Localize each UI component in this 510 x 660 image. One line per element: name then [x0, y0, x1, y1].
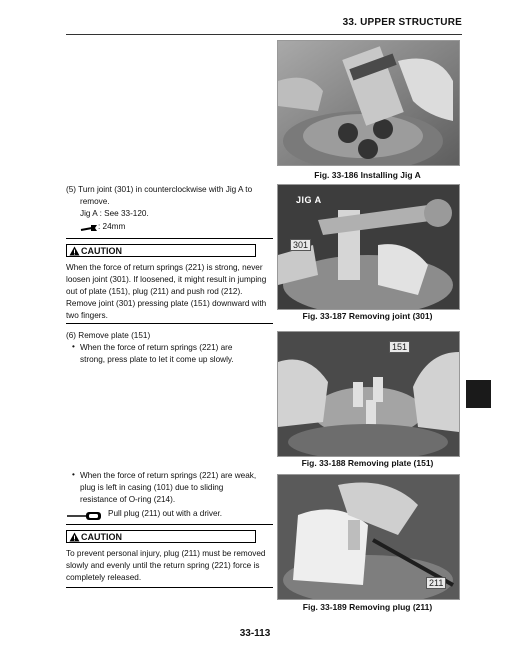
step6-bullet1-line1: When the force of return springs (221) are — [80, 343, 233, 352]
caution2-label: CAUTION — [81, 531, 122, 542]
jig-a-label: JIG A — [296, 195, 322, 205]
caution1-badge — [66, 244, 256, 257]
page-number: 33-113 — [239, 628, 271, 639]
caution2-badge — [66, 530, 256, 543]
figure-186-caption: Fig. 33-186 Installing Jig A — [314, 170, 421, 180]
figure-189-caption: Fig. 33-189 Removing plug (211) — [302, 602, 433, 612]
step6-heading: (6) Remove plate (151) — [66, 331, 151, 340]
caution2-line3: completely released. — [66, 573, 142, 582]
section-side-tab — [466, 380, 491, 408]
step5-line2: remove. — [80, 197, 110, 206]
caution2-line1: To prevent personal injury, plug (211) must be removed — [66, 549, 266, 558]
figure-187-caption: Fig. 33-187 Removing joint (301) — [302, 311, 433, 321]
caution1-line1: When the force of return springs (221) is strong, never — [66, 263, 263, 272]
step6-bullet2-line2: plug is left in casing (101) due to sliding — [80, 483, 224, 492]
wrench-size: : 24mm — [98, 222, 126, 231]
step5-line1: (5) Turn joint (301) in counterclockwise with Jig A to — [66, 185, 253, 194]
step6-bullet1-line2: strong, press plate to let it come up slowly. — [80, 355, 234, 364]
part-301-label: 301 — [290, 239, 311, 251]
caution2-bottom-rule — [66, 587, 273, 588]
caution1-bottom-rule — [66, 323, 273, 324]
section-title: 33. UPPER STRUCTURE — [342, 17, 462, 28]
step6-bullet2-line3: resistance of O-ring (214). — [80, 495, 176, 504]
warning-icon — [69, 246, 80, 256]
driver-instruction: Pull plug (211) out with a driver. — [108, 509, 223, 518]
step6-bullet2-line1: When the force of return springs (221) are weak, — [80, 471, 257, 480]
caution1-top-rule — [66, 238, 273, 239]
part-151-label: 151 — [389, 341, 410, 353]
caution1-line2: loosen joint (301). If loosened, it might result in jumping — [66, 275, 267, 284]
caution2-line2: slowly and evenly until the return spring (221) force is — [66, 561, 260, 570]
jig-reference: Jig A : See 33-120. — [80, 209, 149, 218]
caution1-line3: out of plate (151), plug (211) and push rod (212). — [66, 287, 243, 296]
bullet-dot: • — [72, 470, 75, 479]
screwdriver-icon — [66, 508, 102, 518]
caution1-label: CAUTION — [81, 245, 122, 256]
figure-186-photo — [277, 40, 460, 166]
header-rule — [66, 34, 462, 35]
warning-icon — [69, 532, 80, 542]
part-211-label: 211 — [426, 577, 446, 589]
bullet-dot: • — [72, 342, 75, 351]
caution1-line4: Remove joint (301) pressing plate (151) downward with — [66, 299, 267, 308]
figure-188-photo — [277, 331, 460, 457]
caution2-top-rule — [66, 524, 273, 525]
caution1-line5: two fingers. — [66, 311, 108, 320]
figure-188-caption: Fig. 33-188 Removing plate (151) — [301, 458, 434, 468]
wrench-icon — [80, 221, 98, 231]
